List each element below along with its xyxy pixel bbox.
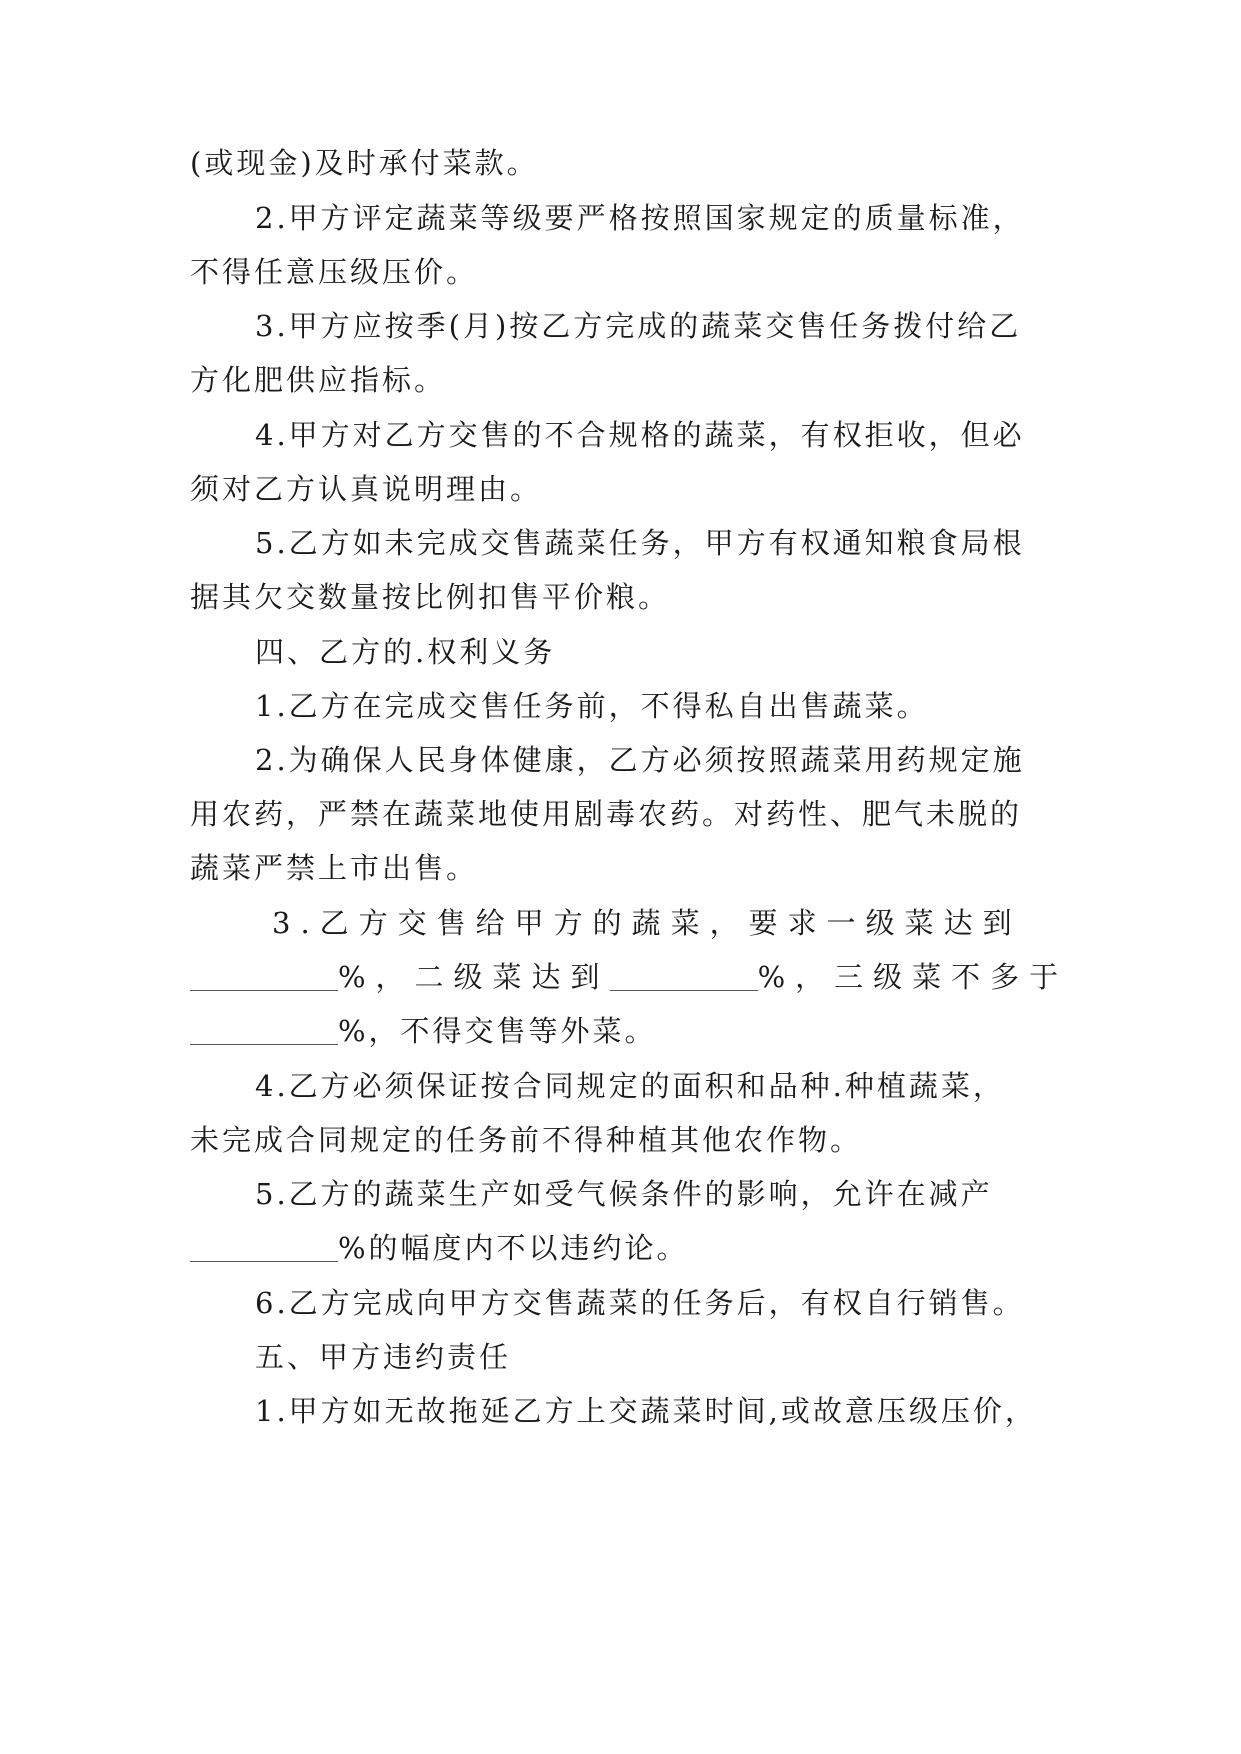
- text-line: [255, 740, 1070, 780]
- line-text: 蔬菜严禁上市出售。: [190, 851, 479, 885]
- line-text: 4.甲方对乙方交售的不合规格的蔬菜，有权拒收，但必: [255, 418, 1025, 452]
- text-line: [255, 306, 1070, 346]
- text-line: [190, 1228, 1070, 1268]
- text-line: [190, 794, 1070, 834]
- heading-text: 五、甲方违约责任: [255, 1340, 512, 1374]
- line-text: 方化肥供应指标。: [190, 363, 447, 397]
- text-line: [255, 1283, 1070, 1323]
- line-text: 3.甲方应按季(月)按乙方完成的蔬菜交售任务拨付给乙: [255, 309, 1022, 343]
- text-line: [190, 1120, 1070, 1160]
- fill-in-blank: [190, 960, 338, 991]
- fill-in-blank: [610, 960, 758, 991]
- text-line: [255, 523, 1070, 563]
- text-line: [190, 957, 1070, 997]
- heading-text: 四、乙方的.权利义务: [255, 635, 556, 669]
- line-text: 用农药，严禁在蔬菜地使用剧毒农药。对药性、肥气未脱的: [190, 797, 1023, 831]
- line-text: (或现金)及时承付菜款。: [190, 146, 539, 180]
- text-line: [190, 252, 1070, 292]
- text-line: [190, 848, 1070, 888]
- text-line: [190, 143, 1070, 183]
- line-text: 2.为确保人民身体健康，乙方必须按照蔬菜用药规定施: [255, 743, 1025, 777]
- line-text: %的幅度内不以违约论。: [338, 1231, 689, 1265]
- line-text: 1.甲方如无故拖延乙方上交蔬菜时间,或故意压级压价，: [255, 1394, 1037, 1428]
- line-text: 不得任意压级压价。: [190, 255, 479, 289]
- line-text: 4.乙方必须保证按合同规定的面积和品种.种植蔬菜，: [255, 1069, 1005, 1103]
- text-line: [255, 686, 1070, 726]
- line-text: 1.乙方在完成交售任务前，不得私自出售蔬菜。: [255, 689, 929, 723]
- fill-in-blank: [190, 1231, 338, 1262]
- line-text: 据其欠交数量按比例扣售平价粮。: [190, 580, 671, 614]
- section-heading: [255, 1337, 1070, 1377]
- line-text: 3.乙方交售给甲方的蔬菜，要求一级菜达到: [272, 906, 1022, 940]
- text-line: [190, 1011, 1070, 1051]
- text-line: [255, 198, 1070, 238]
- line-text: 5.乙方的蔬菜生产如受气候条件的影响，允许在减产: [255, 1177, 993, 1211]
- text-line: [272, 903, 1070, 943]
- text-line: [255, 415, 1070, 455]
- line-text: %，不得交售等外菜。: [338, 1014, 657, 1048]
- text-line: [190, 360, 1070, 400]
- line-text: 5.乙方如未完成交售蔬菜任务，甲方有权通知粮食局根: [255, 526, 1025, 560]
- line-text: 须对乙方认真说明理由。: [190, 472, 543, 506]
- line-text: %，三级菜不多于: [757, 960, 1069, 994]
- line-text: %，二级菜达到: [338, 960, 610, 994]
- line-text: 未完成合同规定的任务前不得种植其他农作物。: [190, 1123, 863, 1157]
- section-heading: [255, 632, 1070, 672]
- text-line: [255, 1066, 1070, 1106]
- fill-in-blank: [190, 1014, 338, 1045]
- line-text: 6.乙方完成向甲方交售蔬菜的任务后，有权自行销售。: [255, 1286, 1025, 1320]
- text-line: [255, 1174, 1070, 1214]
- text-line: [255, 1391, 1070, 1431]
- text-line: [190, 577, 1070, 617]
- line-text: 2.甲方评定蔬菜等级要严格按照国家规定的质量标准，: [255, 201, 1025, 235]
- text-line: [190, 469, 1070, 509]
